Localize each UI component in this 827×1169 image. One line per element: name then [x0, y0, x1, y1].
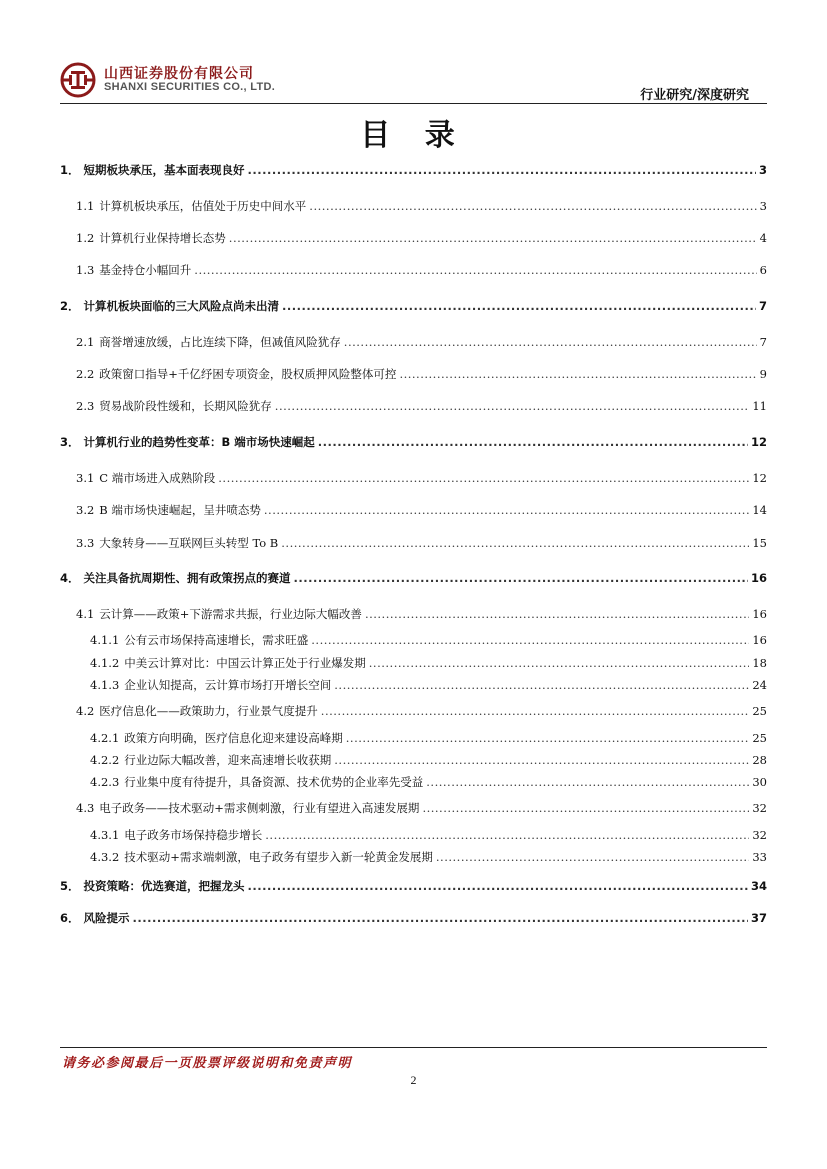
- toc-entry[interactable]: [60, 704, 767, 718]
- toc-page-number: 25: [752, 731, 767, 745]
- toc-entry-text: 中美云计算对比：中国云计算正处于行业爆发期: [124, 656, 366, 670]
- toc-entry-label: [90, 850, 433, 864]
- toc-page-number: 30: [752, 775, 767, 789]
- toc-dot-leader: [294, 571, 748, 585]
- toc-entry-number: 2．: [60, 299, 80, 313]
- company-name-en: SHANXI SECURITIES CO., LTD.: [104, 81, 276, 93]
- toc-dot-leader: [422, 801, 749, 815]
- toc-entry-text: 行业边际大幅改善，迎来高速增长收获期: [124, 753, 332, 767]
- toc-entry-label: [76, 503, 261, 517]
- footer-divider: [60, 1047, 767, 1048]
- toc-entry-label: [60, 435, 315, 449]
- toc-entry[interactable]: [60, 163, 767, 177]
- toc-dot-leader: [218, 471, 749, 485]
- toc-entry-text: 技术驱动+需求端刺激，电子政务有望步入新一轮黄金发展期: [124, 850, 433, 864]
- company-logo: [60, 62, 96, 98]
- toc-dot-leader: [334, 678, 749, 692]
- toc-entry[interactable]: [60, 536, 767, 550]
- toc-entry-text: 计算机板块承压，估值处于历史中间水平: [99, 199, 307, 213]
- toc-page-number: 37: [750, 911, 767, 925]
- toc-dot-leader: [346, 731, 750, 745]
- toc-dot-leader: [309, 199, 756, 213]
- toc-entry-text: B 端市场快速崛起，呈井喷态势: [99, 503, 261, 517]
- toc-entry-label: [60, 163, 245, 177]
- toc-dot-leader: [265, 828, 749, 842]
- toc-entry-label: [60, 571, 291, 585]
- toc-entry-label: [90, 633, 308, 647]
- toc-page-number: 28: [752, 753, 767, 767]
- toc-entry-label: [90, 775, 423, 789]
- toc-entry-number: 6．: [60, 911, 80, 925]
- toc-entry-text: 风险提示: [83, 911, 130, 925]
- toc-entry-label: [76, 801, 419, 815]
- toc-entry-label: [76, 263, 191, 277]
- toc-entry-text: 企业认知提高，云计算市场打开增长空间: [124, 678, 332, 692]
- toc-entry-number: 4.2.2: [90, 753, 120, 767]
- toc-dot-leader: [264, 503, 749, 517]
- toc-entry-number: 4.3.1: [90, 828, 120, 842]
- toc-entry-text: 云计算——政策+下游需求共振，行业边际大幅改善: [99, 607, 362, 621]
- toc-entry-text: 政策方向明确，医疗信息化迎来建设高峰期: [124, 731, 343, 745]
- toc-entry-number: 4.1.3: [90, 678, 120, 692]
- toc-entry-number: 3．: [60, 435, 80, 449]
- toc-page-number: 9: [759, 367, 767, 381]
- toc-entry-text: 短期板块承压，基本面表现良好: [83, 163, 245, 177]
- toc-entry-text: 计算机行业的趋势性变革：B 端市场快速崛起: [83, 435, 315, 449]
- toc-entry-label: [76, 199, 306, 213]
- toc-entry[interactable]: [60, 263, 767, 277]
- toc-entry-number: 4.2.1: [90, 731, 120, 745]
- toc-page-number: 3: [759, 199, 767, 213]
- toc-page-number: 15: [752, 536, 767, 550]
- toc-entry-label: [60, 879, 245, 893]
- toc-entry-number: 1.3: [76, 263, 95, 277]
- toc-dot-leader: [365, 607, 749, 621]
- toc-dot-leader: [436, 850, 749, 864]
- toc-entry-number: 3.1: [76, 471, 95, 485]
- toc-dot-leader: [426, 775, 749, 789]
- toc-page-number: 16: [752, 633, 767, 647]
- page-title: 目 录: [360, 118, 467, 153]
- toc-entry-label: [90, 656, 366, 670]
- toc-page-number: 16: [752, 607, 767, 621]
- toc-entry-text: 大象转身——互联网巨头转型 To B: [99, 536, 279, 550]
- toc-page-number: 6: [759, 263, 767, 277]
- toc-dot-leader: [318, 435, 748, 449]
- toc-page-number: 16: [750, 571, 767, 585]
- toc-entry-number: 1.2: [76, 231, 95, 245]
- toc-page-number: 12: [752, 471, 767, 485]
- toc-entry-number: 3.3: [76, 536, 95, 550]
- toc-dot-leader: [133, 911, 748, 925]
- logo-icon: [60, 62, 96, 98]
- toc-entry-number: 4.3.2: [90, 850, 120, 864]
- toc-entry[interactable]: [60, 571, 767, 585]
- disclaimer-notice: 请务必参阅最后一页股票评级说明和免责声明: [62, 1056, 353, 1071]
- toc-page-number: 7: [758, 299, 767, 313]
- toc-page-number: 4: [759, 231, 767, 245]
- toc-entry[interactable]: [60, 801, 767, 815]
- toc-entry[interactable]: [60, 850, 767, 864]
- toc-entry-text: C 端市场进入成熟阶段: [99, 471, 216, 485]
- toc-entry[interactable]: [60, 471, 767, 485]
- toc-page-number: 7: [759, 335, 767, 349]
- toc-entry-label: [76, 399, 272, 413]
- toc-entry-text: 贸易战阶段性缓和，长期风险犹存: [99, 399, 272, 413]
- toc-entry-text: 商誉增速放缓，占比连续下降，但减值风险犹存: [99, 335, 341, 349]
- toc-entry-label: [76, 367, 396, 381]
- toc-dot-leader: [229, 231, 757, 245]
- toc-page-number: 34: [750, 879, 767, 893]
- toc-entry[interactable]: [60, 828, 767, 842]
- toc-entry[interactable]: [60, 367, 767, 381]
- toc-entry[interactable]: [60, 199, 767, 213]
- toc-page-number: 33: [752, 850, 767, 864]
- toc-entry[interactable]: [60, 879, 767, 893]
- toc-entry[interactable]: [60, 335, 767, 349]
- toc-entry-text: 关注具备抗周期性、拥有政策拐点的赛道: [83, 571, 291, 585]
- toc-entry-number: 3.2: [76, 503, 95, 517]
- toc-dot-leader: [275, 399, 750, 413]
- toc-entry-label: [76, 704, 318, 718]
- toc-entry[interactable]: [60, 775, 767, 789]
- toc-entry[interactable]: [60, 656, 767, 670]
- toc-entry-text: 政策窗口指导+千亿纾困专项资金，股权质押风险整体可控: [99, 367, 397, 381]
- toc-entry-label: [90, 678, 331, 692]
- toc-entry-label: [60, 911, 130, 925]
- toc-page-number: 32: [752, 828, 767, 842]
- toc-entry[interactable]: [60, 503, 767, 517]
- toc-page-number: 18: [752, 656, 767, 670]
- toc-dot-leader: [248, 163, 756, 177]
- report-category: 行业研究/深度研究: [640, 88, 749, 103]
- company-name-cn: 山西证券股份有限公司: [104, 66, 254, 82]
- toc-dot-leader: [282, 299, 756, 313]
- toc-entry-label: [76, 335, 341, 349]
- toc-dot-leader: [321, 704, 750, 718]
- toc-entry-label: [76, 536, 278, 550]
- toc-entry-number: 1．: [60, 163, 80, 177]
- toc-dot-leader: [344, 335, 757, 349]
- toc-entry[interactable]: [60, 731, 767, 745]
- toc-entry-number: 4.1.1: [90, 633, 120, 647]
- toc-entry-text: 投资策略：优选赛道，把握龙头: [83, 879, 245, 893]
- toc-entry-label: [90, 753, 331, 767]
- toc-entry-text: 计算机行业保持增长态势: [99, 231, 226, 245]
- toc-entry-label: [76, 231, 226, 245]
- toc-dot-leader: [369, 656, 750, 670]
- toc-page-number: 14: [752, 503, 767, 517]
- toc-entry[interactable]: [60, 231, 767, 245]
- toc-entry[interactable]: [60, 607, 767, 621]
- toc-dot-leader: [248, 879, 748, 893]
- toc-entry[interactable]: [60, 753, 767, 767]
- toc-entry[interactable]: [60, 633, 767, 647]
- toc-entry-text: 电子政务市场保持稳步增长: [124, 828, 263, 842]
- toc-entry-number: 4．: [60, 571, 80, 585]
- toc-entry-number: 4.1: [76, 607, 95, 621]
- toc-dot-leader: [194, 263, 756, 277]
- toc-page-number: 11: [752, 399, 767, 413]
- toc-entry-number: 1.1: [76, 199, 95, 213]
- toc-dot-leader: [334, 753, 749, 767]
- toc-entry[interactable]: [60, 678, 767, 692]
- toc-entry-label: [90, 828, 262, 842]
- toc-entry-number: 4.2: [76, 704, 95, 718]
- toc-entry-number: 5．: [60, 879, 80, 893]
- toc-entry-number: 2.2: [76, 367, 95, 381]
- toc-entry-label: [60, 299, 279, 313]
- toc-entry-text: 基金持仓小幅回升: [99, 263, 192, 277]
- toc-entry-text: 医疗信息化——政策助力，行业景气度提升: [99, 704, 318, 718]
- toc-page-number: 24: [752, 678, 767, 692]
- toc-entry[interactable]: [60, 299, 767, 313]
- toc-entry-label: [76, 471, 215, 485]
- toc-entry-number: 2.3: [76, 399, 95, 413]
- toc-page-number: 3: [758, 163, 767, 177]
- toc-entry-text: 计算机板块面临的三大风险点尚未出清: [83, 299, 280, 313]
- toc-entry-number: 2.1: [76, 335, 95, 349]
- toc-entry-label: [76, 607, 362, 621]
- header-divider: [60, 103, 767, 104]
- toc-entry-text: 行业集中度有待提升，具备资源、技术优势的企业率先受益: [124, 775, 424, 789]
- toc-page-number: 12: [750, 435, 767, 449]
- toc-entry-number: 4.3: [76, 801, 95, 815]
- toc-dot-leader: [281, 536, 749, 550]
- toc-dot-leader: [311, 633, 749, 647]
- toc-entry[interactable]: [60, 435, 767, 449]
- toc-page-number: 25: [752, 704, 767, 718]
- toc-entry-text: 电子政务——技术驱动+需求侧刺激，行业有望进入高速发展期: [99, 801, 420, 815]
- toc-entry-text: 公有云市场保持高速增长，需求旺盛: [124, 633, 309, 647]
- toc-entry-label: [90, 731, 343, 745]
- toc-entry-number: 4.2.3: [90, 775, 120, 789]
- toc-entry[interactable]: [60, 399, 767, 413]
- page-number: 2: [410, 1073, 417, 1087]
- toc-entry-number: 4.1.2: [90, 656, 120, 670]
- toc-page-number: 32: [752, 801, 767, 815]
- toc-entry[interactable]: [60, 911, 767, 925]
- toc-dot-leader: [399, 367, 756, 381]
